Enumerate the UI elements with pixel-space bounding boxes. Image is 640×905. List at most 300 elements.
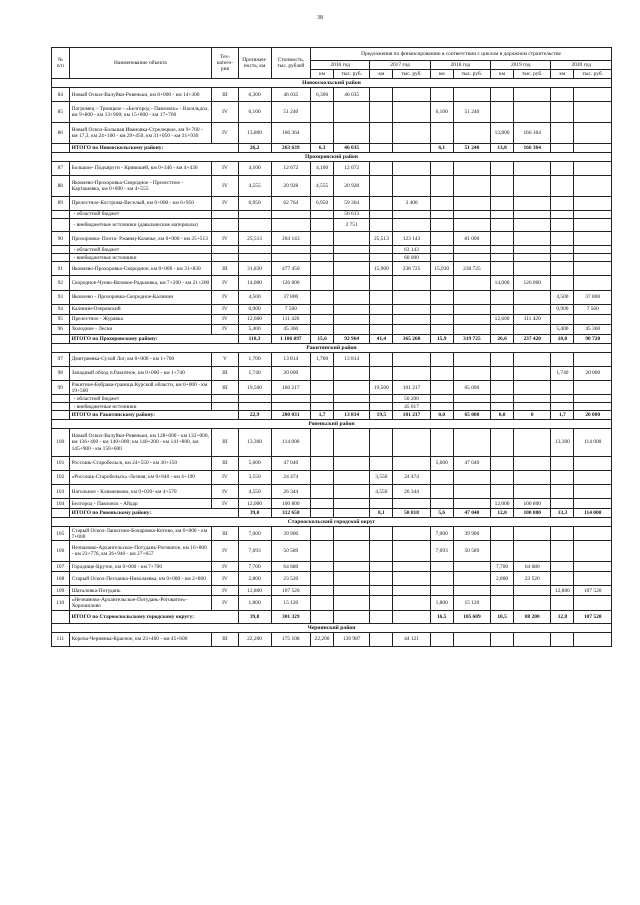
header-km: км — [311, 70, 334, 79]
tech-category: IV — [212, 541, 238, 562]
year-rub-value — [453, 632, 490, 646]
object-name: Короча-Чернянка-Красное, км 23+400 - км 45+600 — [69, 632, 212, 646]
year-km-value: 5,6 — [430, 509, 453, 518]
year-km-value — [311, 314, 334, 324]
year-rub-value: 114 000 — [574, 429, 612, 456]
year-km-value — [311, 470, 334, 484]
table-row — [52, 562, 612, 572]
year-km-value — [370, 610, 393, 623]
table-row — [52, 429, 612, 456]
length-km: 31,830 — [238, 262, 271, 276]
year-rub-value — [453, 403, 490, 411]
year-km-value — [311, 610, 334, 623]
year-km-value: 15,900 — [370, 262, 393, 276]
year-rub-value: 114 000 — [574, 509, 612, 518]
header-cost: Стоимость, тыс. рублей — [271, 48, 311, 79]
length-km: 12,600 — [238, 314, 271, 324]
year-km-value: 7,693 — [430, 541, 453, 562]
year-rub-value: 63 143 — [393, 246, 430, 254]
length-km: 5,600 — [238, 456, 271, 470]
year-km-value — [311, 596, 334, 610]
year-rub-value — [514, 586, 551, 596]
year-rub-value — [453, 314, 490, 324]
year-km-value: 6,950 — [311, 196, 334, 210]
year-km-value: 13,3 — [551, 509, 574, 518]
year-km-value — [430, 562, 453, 572]
year-rub-value — [514, 366, 551, 380]
header-year-2018: 2018 год — [430, 61, 490, 70]
row-number: 92 — [52, 276, 70, 290]
year-rub-value — [514, 210, 551, 218]
year-km-value: 7,700 — [491, 562, 514, 572]
row-number: 98 — [52, 366, 70, 380]
year-km-value — [311, 499, 334, 509]
year-km-value — [370, 276, 393, 290]
year-rub-value — [393, 161, 430, 175]
object-name: - областной бюджет — [69, 246, 212, 254]
year-km-value — [430, 246, 453, 254]
year-rub-value — [393, 88, 430, 102]
year-km-value — [430, 304, 453, 314]
length-km — [238, 403, 271, 411]
object-name: Яковлево-Прохоровка-Скородное, км 0+000 - км 31+830 — [69, 262, 212, 276]
header-rub: тыс. руб. — [514, 70, 551, 79]
length-km: 25,513 — [238, 231, 271, 245]
year-km-value: 14,000 — [491, 276, 514, 290]
section-title: Ровеньский район — [52, 420, 612, 429]
year-km-value: 22,200 — [311, 632, 334, 646]
year-rub-value — [514, 175, 551, 196]
year-km-value — [551, 527, 574, 541]
object-name: Прелестное-Кострома-Веселый, км 0+000 - км 6+950 — [69, 196, 212, 210]
year-rub-value: 238 725 — [453, 262, 490, 276]
year-km-value — [551, 231, 574, 245]
year-rub-value — [453, 210, 490, 218]
tech-category: IV — [212, 102, 238, 123]
year-rub-value — [334, 102, 370, 123]
cost: 12 672 — [271, 161, 311, 175]
tech-category — [212, 254, 238, 262]
year-km-value: 12,8 — [551, 610, 574, 623]
object-name: - областной бюджет — [69, 395, 212, 403]
year-km-value — [311, 395, 334, 403]
object-name: Новый Оскол-Валуйки-Ровеньки, км 8+000 - км 14+300 — [69, 88, 212, 102]
year-km-value — [370, 586, 393, 596]
year-rub-value: 107 520 — [574, 610, 612, 623]
year-rub-value: 12 672 — [334, 161, 370, 175]
length-km — [238, 210, 271, 218]
row-number: 106 — [52, 541, 70, 562]
year-km-value — [370, 196, 393, 210]
year-rub-value — [514, 290, 551, 304]
row-number: 87 — [52, 161, 70, 175]
row-number: 100 — [52, 429, 70, 456]
table-row — [52, 470, 612, 484]
year-km-value: 0,0 — [430, 411, 453, 420]
year-km-value — [370, 210, 393, 218]
row-number: 88 — [52, 175, 70, 196]
year-rub-value — [453, 254, 490, 262]
year-rub-value — [334, 596, 370, 610]
year-km-value — [370, 527, 393, 541]
object-name: Погромец – Троицкое - «Белгород - Павловск» - Васильдол, км 9+800 - км 13+900; км 15+000 - км 17+700 — [69, 102, 212, 123]
cost: 62 764 — [271, 196, 311, 210]
year-km-value: 12,0 — [491, 509, 514, 518]
year-rub-value: 100 800 — [514, 499, 551, 509]
year-km-value: 1,800 — [430, 596, 453, 610]
cost — [271, 218, 311, 231]
year-rub-value — [574, 254, 612, 262]
year-rub-value — [393, 210, 430, 218]
page-number: 38 — [317, 15, 323, 21]
year-km-value — [311, 562, 334, 572]
header-year-2017: 2017 год — [370, 61, 430, 70]
length-km: 4,100 — [238, 161, 271, 175]
length-km: 4,500 — [238, 290, 271, 304]
year-km-value — [430, 429, 453, 456]
funding-source-row — [52, 395, 612, 403]
year-km-value — [311, 246, 334, 254]
year-rub-value — [574, 485, 612, 499]
year-rub-value — [514, 541, 551, 562]
year-km-value: 4,550 — [370, 485, 393, 499]
length-km: 2,800 — [238, 572, 271, 586]
cost: 312 658 — [271, 509, 311, 518]
section-title: Прохоровский район — [52, 152, 612, 161]
year-rub-value — [574, 175, 612, 196]
funding-source-row — [52, 210, 612, 218]
year-km-value — [370, 429, 393, 456]
length-km: 110,3 — [238, 334, 271, 343]
cost: 47 040 — [271, 456, 311, 470]
year-rub-value — [393, 304, 430, 314]
year-km-value — [491, 262, 514, 276]
object-name: - областной бюджет — [69, 210, 212, 218]
table-row — [52, 161, 612, 175]
row-number: 84 — [52, 88, 70, 102]
cost: 477 450 — [271, 262, 311, 276]
section-header — [52, 518, 612, 527]
year-km-value — [311, 366, 334, 380]
length-km: 1,800 — [238, 596, 271, 610]
year-rub-value: 56 613 — [334, 210, 370, 218]
year-rub-value — [334, 527, 370, 541]
length-km: 22,200 — [238, 632, 271, 646]
year-km-value — [430, 499, 453, 509]
year-km-value — [491, 218, 514, 231]
year-rub-value — [574, 352, 612, 366]
year-km-value — [430, 324, 453, 334]
table-row — [52, 352, 612, 366]
row-number — [52, 411, 70, 420]
year-km-value: 5,400 — [551, 324, 574, 334]
year-km-value — [430, 352, 453, 366]
total-row — [52, 334, 612, 343]
year-km-value — [491, 210, 514, 218]
year-rub-value — [393, 324, 430, 334]
object-name: Прохоровка- Плота- Ржавец-Казачье, км 0+000 - км 25+513 — [69, 231, 212, 245]
tech-category: IV — [212, 290, 238, 304]
year-rub-value — [574, 470, 612, 484]
cost — [271, 395, 311, 403]
year-rub-value — [334, 429, 370, 456]
row-number: 86 — [52, 122, 70, 143]
year-rub-value: 81 000 — [453, 231, 490, 245]
year-km-value — [491, 381, 514, 395]
year-km-value — [551, 541, 574, 562]
year-rub-value — [514, 88, 551, 102]
year-rub-value — [334, 456, 370, 470]
year-km-value — [430, 314, 453, 324]
year-rub-value — [574, 102, 612, 123]
length-km: 7,693 — [238, 541, 271, 562]
year-km-value — [311, 231, 334, 245]
length-km: 7,700 — [238, 562, 271, 572]
tech-category: III — [212, 429, 238, 456]
year-km-value — [370, 596, 393, 610]
year-km-value: 1,7 — [551, 411, 574, 420]
year-km-value — [311, 381, 334, 395]
year-km-value: 12,000 — [491, 499, 514, 509]
year-km-value — [551, 470, 574, 484]
year-rub-value — [334, 485, 370, 499]
year-km-value — [370, 304, 393, 314]
length-km: 6,300 — [238, 88, 271, 102]
year-rub-value — [514, 470, 551, 484]
year-km-value — [370, 352, 393, 366]
year-rub-value: 90 720 — [574, 334, 612, 343]
year-km-value — [430, 572, 453, 586]
year-km-value — [491, 304, 514, 314]
length-km: 26,2 — [238, 143, 271, 152]
year-km-value — [370, 499, 393, 509]
table-row — [52, 276, 612, 290]
year-km-value — [491, 632, 514, 646]
table-row — [52, 175, 612, 196]
year-rub-value: 166 364 — [514, 143, 551, 152]
year-km-value — [551, 218, 574, 231]
row-number: 95 — [52, 314, 70, 324]
cost — [271, 246, 311, 254]
table-row — [52, 196, 612, 210]
year-rub-value: 105 609 — [453, 610, 490, 623]
header-km: км — [491, 70, 514, 79]
year-km-value — [311, 262, 334, 276]
header-km: км — [551, 70, 574, 79]
year-km-value: 8,1 — [370, 509, 393, 518]
cost: 175 108 — [271, 632, 311, 646]
year-rub-value — [334, 499, 370, 509]
table-row — [52, 102, 612, 123]
object-name: Скородное-Чуево-Вязовое-Радьковка, км 7+200 - км 21+200 — [69, 276, 212, 290]
table-row — [52, 541, 612, 562]
tech-category: V — [212, 352, 238, 366]
object-name: Россошь-Старобельск, км 24+550 - км 30+150 — [69, 456, 212, 470]
tech-category: IV — [212, 196, 238, 210]
year-rub-value: 2 751 — [334, 218, 370, 231]
year-rub-value — [574, 122, 612, 143]
year-km-value — [370, 456, 393, 470]
table-header — [52, 48, 612, 79]
year-km-value: 4,100 — [311, 161, 334, 175]
year-km-value — [430, 196, 453, 210]
year-rub-value — [393, 562, 430, 572]
cost: 37 800 — [271, 290, 311, 304]
row-number: 94 — [52, 304, 70, 314]
year-rub-value — [514, 429, 551, 456]
year-km-value — [311, 527, 334, 541]
year-rub-value — [574, 596, 612, 610]
year-km-value — [311, 485, 334, 499]
length-km — [238, 254, 271, 262]
year-rub-value — [393, 143, 430, 152]
year-km-value — [311, 304, 334, 314]
year-rub-value: 47 040 — [453, 456, 490, 470]
length-km: 14,000 — [238, 276, 271, 290]
length-km: 22,9 — [238, 411, 271, 420]
year-rub-value — [453, 161, 490, 175]
year-rub-value — [453, 562, 490, 572]
year-km-value — [551, 456, 574, 470]
cost: 15 120 — [271, 596, 311, 610]
total-label: ИТОГО по Ракитянскому району: — [69, 411, 238, 420]
year-km-value — [491, 231, 514, 245]
row-number — [52, 395, 70, 403]
length-km: 12,000 — [238, 499, 271, 509]
tech-category: III — [212, 527, 238, 541]
year-km-value — [551, 499, 574, 509]
year-rub-value — [574, 231, 612, 245]
year-km-value — [430, 586, 453, 596]
year-km-value — [430, 632, 453, 646]
year-rub-value — [514, 527, 551, 541]
year-km-value — [491, 366, 514, 380]
year-km-value — [491, 586, 514, 596]
year-km-value: 6,3 — [311, 143, 334, 152]
road-financing-table — [51, 47, 612, 647]
year-rub-value — [453, 218, 490, 231]
length-km: 13,800 — [238, 122, 271, 143]
year-rub-value — [453, 290, 490, 304]
object-name: Новый Оскол-Большая Ивановка-Стрелецкое, км 9+760 - км 17,3, км 24+100 - км 29+450, км 31+050 - км 31+930 — [69, 122, 212, 143]
year-rub-value — [334, 366, 370, 380]
tech-category: IV — [212, 161, 238, 175]
year-rub-value — [574, 562, 612, 572]
tech-category: IV — [212, 562, 238, 572]
year-rub-value — [334, 262, 370, 276]
year-km-value — [551, 596, 574, 610]
year-km-value — [370, 632, 393, 646]
year-rub-value: 24 474 — [393, 470, 430, 484]
object-name: Холодное - Лески — [69, 324, 212, 334]
total-row — [52, 143, 612, 152]
object-name: - внебюджетные источники — [69, 403, 212, 411]
year-rub-value — [334, 562, 370, 572]
year-km-value — [551, 175, 574, 196]
year-rub-value: 44 121 — [393, 632, 430, 646]
object-name: Городище-Крутое, км 0+000 - км 7+700 — [69, 562, 212, 572]
year-km-value: 6,100 — [430, 102, 453, 123]
year-rub-value — [514, 196, 551, 210]
total-row — [52, 509, 612, 518]
object-name: Яковлево - Прохоровка-Скородное-Калинин — [69, 290, 212, 304]
year-km-value — [370, 161, 393, 175]
year-km-value — [551, 88, 574, 102]
year-km-value — [370, 572, 393, 586]
cost: 26 344 — [271, 485, 311, 499]
table-row — [52, 366, 612, 380]
header-length: Протяжен- ность, км — [238, 48, 271, 79]
year-rub-value — [514, 395, 551, 403]
cost: 200 031 — [271, 411, 311, 420]
year-km-value — [551, 161, 574, 175]
year-rub-value — [334, 254, 370, 262]
year-km-value — [551, 314, 574, 324]
year-km-value — [551, 122, 574, 143]
header-rub: тыс. руб. — [453, 70, 490, 79]
year-km-value — [551, 485, 574, 499]
year-rub-value — [514, 161, 551, 175]
year-rub-value — [574, 541, 612, 562]
year-km-value: 10,5 — [491, 610, 514, 623]
year-km-value — [491, 161, 514, 175]
tech-category: IV — [212, 175, 238, 196]
length-km: 6,100 — [238, 102, 271, 123]
year-km-value — [491, 102, 514, 123]
tech-category: III — [212, 366, 238, 380]
row-number — [52, 143, 70, 152]
year-rub-value — [574, 218, 612, 231]
table-row — [52, 324, 612, 334]
year-km-value: 3,550 — [370, 470, 393, 484]
row-number — [52, 218, 70, 231]
year-km-value — [551, 246, 574, 254]
year-rub-value — [574, 262, 612, 276]
row-number — [52, 210, 70, 218]
header-rub: тыс. руб. — [334, 70, 370, 79]
year-rub-value — [514, 381, 551, 395]
row-number: 109 — [52, 586, 70, 596]
year-km-value — [430, 210, 453, 218]
year-km-value — [370, 122, 393, 143]
length-km: 4,550 — [238, 485, 271, 499]
cost — [271, 254, 311, 262]
year-rub-value — [453, 366, 490, 380]
year-rub-value — [574, 499, 612, 509]
cost — [271, 210, 311, 218]
year-km-value — [430, 381, 453, 395]
year-km-value — [491, 324, 514, 334]
year-rub-value — [514, 485, 551, 499]
year-rub-value: 60 000 — [393, 254, 430, 262]
year-rub-value: 45 360 — [574, 324, 612, 334]
year-rub-value — [574, 276, 612, 290]
year-rub-value: 101 217 — [393, 411, 430, 420]
year-rub-value: 126 000 — [514, 276, 551, 290]
year-rub-value: 50 818 — [393, 509, 430, 518]
year-rub-value: 50 589 — [453, 541, 490, 562]
year-km-value — [551, 403, 574, 411]
object-name: Старый Оскол-Песчанка-Николаевка, км 0+000 - км 2+800 — [69, 572, 212, 586]
year-rub-value: 26 344 — [393, 485, 430, 499]
table-row — [52, 456, 612, 470]
year-rub-value — [453, 499, 490, 509]
year-rub-value — [574, 572, 612, 586]
year-km-value — [370, 541, 393, 562]
header-proposals: Предложения по финансированию в соответствии с циклом в дорожном строительстве — [311, 48, 612, 61]
year-rub-value — [334, 381, 370, 395]
cost: 204 143 — [271, 231, 311, 245]
